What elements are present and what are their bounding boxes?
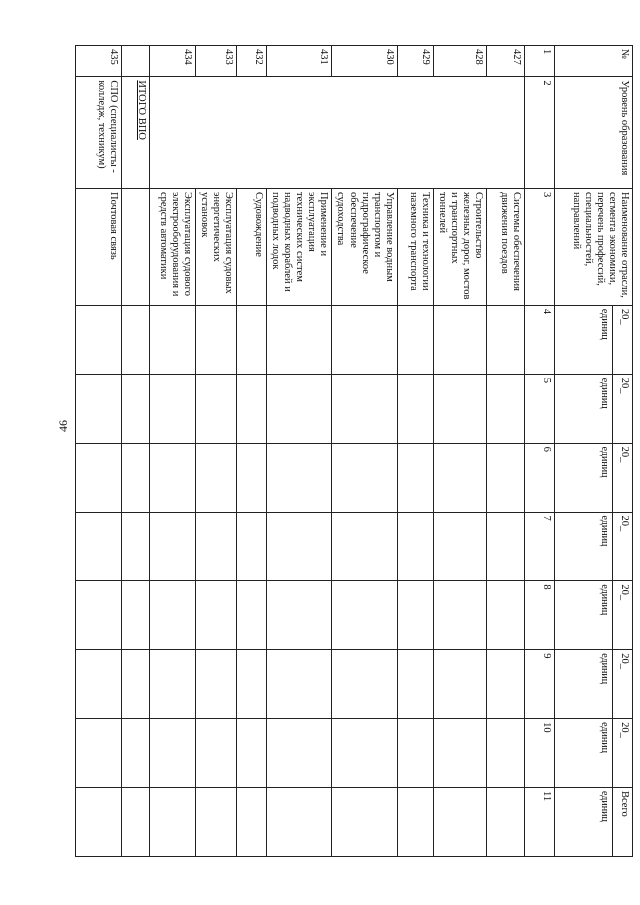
row-name: Управление водным транспортом и гидрографическое обеспечение судоходства — [332, 188, 397, 305]
header-total: Всего — [613, 788, 633, 857]
row-name: Судовождение — [237, 188, 267, 305]
row-level — [149, 77, 524, 189]
rotated-page — [75, 45, 633, 857]
row-name: Эксплуатация судового электрооборудования и средств автоматики — [149, 188, 195, 305]
header-year: 20_ — [613, 443, 633, 512]
row-num: 433 — [195, 46, 236, 77]
header-num: № — [555, 46, 633, 77]
header-unit: единиц — [555, 719, 613, 788]
row-name: Техника и технологии наземного транспорта — [397, 188, 433, 305]
header-year: 20_ — [613, 581, 633, 650]
header-row-years — [613, 46, 633, 857]
column-number-row — [525, 46, 555, 857]
header-unit: единиц — [555, 512, 613, 581]
header-name: Наименование отрасли, сегмента экономики, перечень профессий, специальностей, направлений — [555, 188, 633, 305]
header-unit: единиц — [555, 788, 613, 857]
column-number: 5 — [525, 374, 555, 443]
row-num: 430 — [332, 46, 397, 77]
column-number: 8 — [525, 581, 555, 650]
header-level: Уровень образования — [555, 77, 633, 189]
row-num: 432 — [237, 46, 267, 77]
row-name: Системы обеспечения движения поездов — [487, 188, 525, 305]
row-name: Почтовая связь — [76, 188, 122, 305]
total-label: ИТОГО ВПО — [121, 77, 149, 189]
header-year: 20_ — [613, 374, 633, 443]
header-year: 20_ — [613, 719, 633, 788]
row-num: 429 — [397, 46, 433, 77]
column-number: 11 — [525, 788, 555, 857]
column-number: 4 — [525, 305, 555, 374]
table-row — [487, 46, 525, 857]
column-number: 7 — [525, 512, 555, 581]
header-year: 20_ — [613, 512, 633, 581]
table-row-spo — [76, 46, 122, 857]
page-number: 46 — [56, 420, 70, 432]
column-number: 2 — [525, 77, 555, 189]
header-unit: единиц — [555, 650, 613, 719]
row-level: СПО (специалисты - колледж, техникум) — [76, 77, 122, 189]
row-name: Эксплуатация судовых энергетических установок — [195, 188, 236, 305]
data-table — [75, 45, 633, 857]
column-number: 9 — [525, 650, 555, 719]
row-name: Применение и эксплуатация технических систем надводных кораблей и подводных лодок — [267, 188, 332, 305]
column-number: 10 — [525, 719, 555, 788]
row-num: 434 — [149, 46, 195, 77]
header-unit: единиц — [555, 443, 613, 512]
total-num — [121, 46, 149, 77]
row-num: 435 — [76, 46, 122, 77]
row-num: 428 — [433, 46, 486, 77]
header-unit: единиц — [555, 581, 613, 650]
row-name: Строительство железных дорог, мостов и транспортных тоннелей — [433, 188, 486, 305]
header-unit: единиц — [555, 374, 613, 443]
header-year: 20_ — [613, 305, 633, 374]
column-number: 3 — [525, 188, 555, 305]
column-number: 1 — [525, 46, 555, 77]
header-year: 20_ — [613, 650, 633, 719]
column-number: 6 — [525, 443, 555, 512]
total-row — [121, 46, 149, 857]
row-num: 427 — [487, 46, 525, 77]
header-unit: единиц — [555, 305, 613, 374]
row-num: 431 — [267, 46, 332, 77]
